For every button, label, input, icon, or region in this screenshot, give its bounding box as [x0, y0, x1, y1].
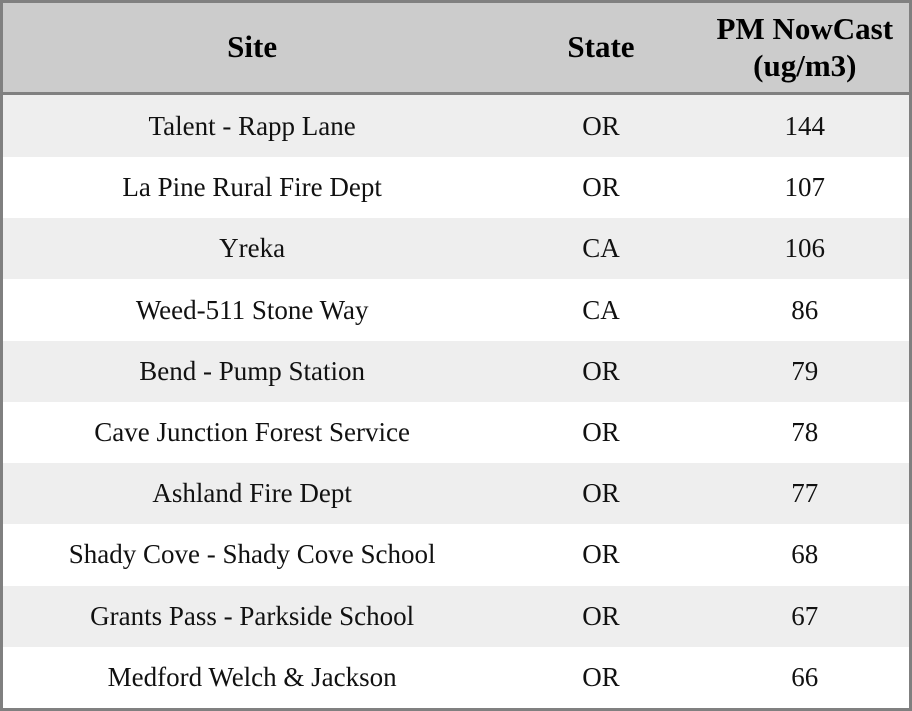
- column-header-state: State: [501, 3, 700, 94]
- table-row: [3, 647, 909, 708]
- cell-state: OR: [501, 647, 700, 708]
- cell-site: Bend - Pump Station: [3, 341, 501, 402]
- cell-pm: 68: [701, 524, 909, 585]
- table-row: [3, 279, 909, 340]
- cell-pm: 77: [701, 463, 909, 524]
- cell-state: OR: [501, 586, 700, 647]
- cell-pm: 67: [701, 586, 909, 647]
- table-row: [3, 463, 909, 524]
- cell-state: OR: [501, 402, 700, 463]
- table-row: [3, 586, 909, 647]
- table-header-row: [3, 3, 909, 94]
- cell-site: Grants Pass - Parkside School: [3, 586, 501, 647]
- table-row: [3, 524, 909, 585]
- cell-site: Medford Welch & Jackson: [3, 647, 501, 708]
- cell-site: Yreka: [3, 218, 501, 279]
- table-row: [3, 341, 909, 402]
- cell-state: CA: [501, 218, 700, 279]
- column-header-pm-nowcast: PM NowCast (ug/m3): [701, 3, 909, 94]
- cell-site: Weed-511 Stone Way: [3, 279, 501, 340]
- table-row: [3, 94, 909, 157]
- pm-nowcast-table: [3, 3, 909, 708]
- cell-pm: 144: [701, 94, 909, 157]
- cell-pm: 86: [701, 279, 909, 340]
- table-body: [3, 94, 909, 708]
- cell-pm: 79: [701, 341, 909, 402]
- cell-state: OR: [501, 524, 700, 585]
- cell-state: OR: [501, 157, 700, 218]
- cell-state: OR: [501, 94, 700, 157]
- cell-state: OR: [501, 463, 700, 524]
- cell-pm: 106: [701, 218, 909, 279]
- table-row: [3, 402, 909, 463]
- cell-pm: 66: [701, 647, 909, 708]
- cell-pm: 107: [701, 157, 909, 218]
- cell-site: Cave Junction Forest Service: [3, 402, 501, 463]
- column-header-site: Site: [3, 3, 501, 94]
- cell-pm: 78: [701, 402, 909, 463]
- cell-site: La Pine Rural Fire Dept: [3, 157, 501, 218]
- cell-site: Shady Cove - Shady Cove School: [3, 524, 501, 585]
- cell-state: OR: [501, 341, 700, 402]
- table-row: [3, 218, 909, 279]
- table-row: [3, 157, 909, 218]
- cell-site: Talent - Rapp Lane: [3, 94, 501, 157]
- cell-site: Ashland Fire Dept: [3, 463, 501, 524]
- cell-state: CA: [501, 279, 700, 340]
- table-header: [3, 3, 909, 94]
